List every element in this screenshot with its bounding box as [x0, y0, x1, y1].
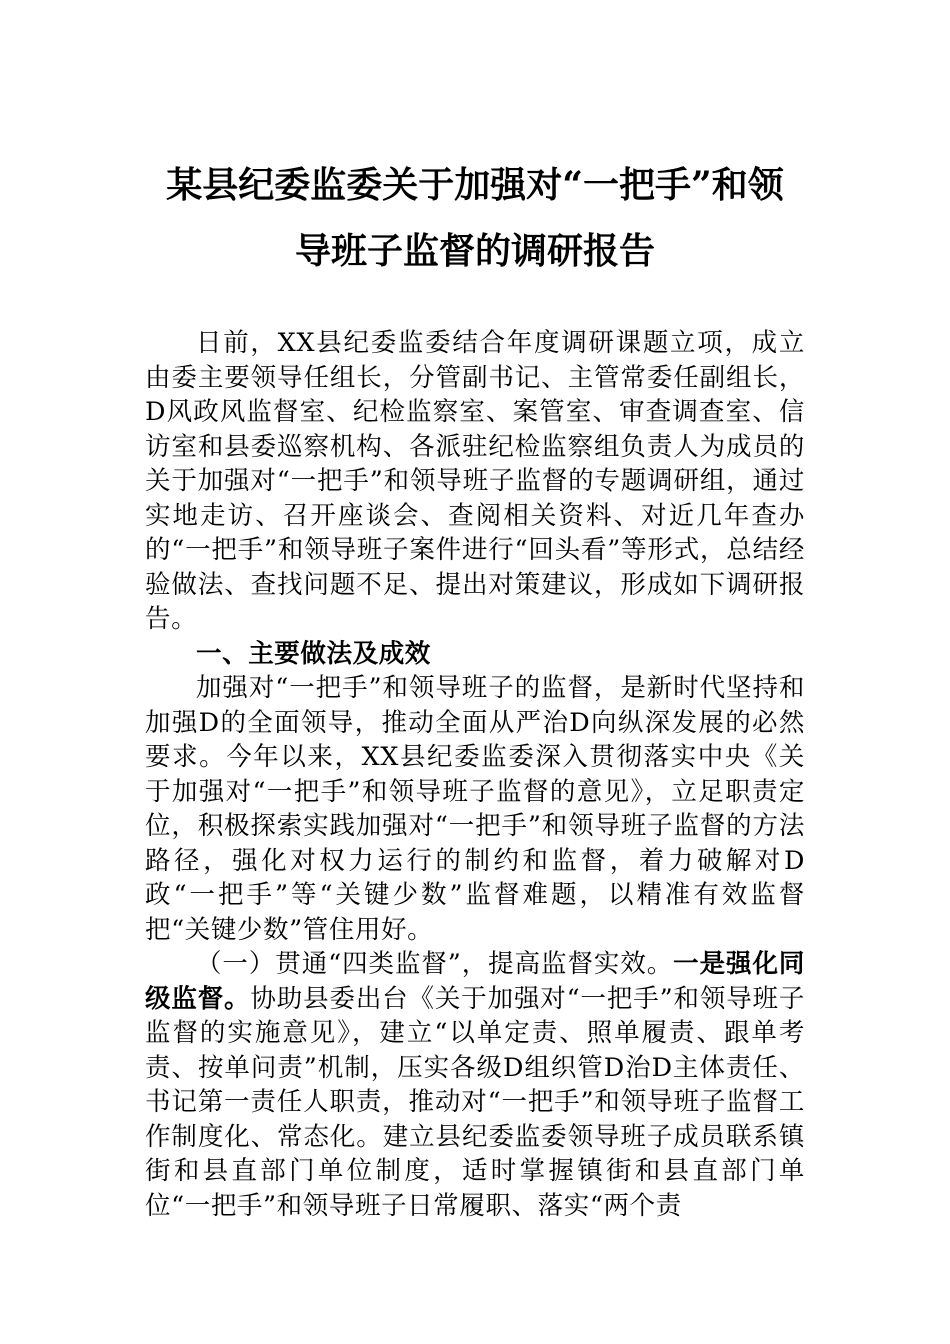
document-title-line-1: 某县纪委监委关于加强对“一把手”和领 — [166, 164, 784, 206]
intro-paragraph: 日前，XX县纪委监委结合年度调研课题立项，成立由委主要领导任组长，分管副书记、主管常委任副组长，D风政风监督室、纪检监察室、案管室、审查调查室、信访室和县委巡察机构、各派驻纪检监察组负责人为成员的关于加强对“一把手”和领导班子监督的专题调研组，通过实地走访、召开座谈会、查阅相关资料、对近几年查办的“一把手”和领导班子案件进行“回头看”等形式，总结经验做法、查找问题不足、提出对策建议，形成如下调研报告。 — [145, 328, 805, 634]
subsection-bold-lead: 一是强化同级监督。 — [145, 949, 805, 1014]
subsection-lead: （一）贯通“四类监督”，提高监督实效。 — [196, 949, 674, 979]
subsection-paragraph — [145, 947, 805, 1223]
body-paragraph: 加强对“一把手”和领导班子的监督，是新时代坚持和加强D的全面领导，推动全面从严治D向纵深发展的必然要求。今年以来，XX县纪委监委深入贯彻落实中央《关于加强对“一把手”和领导班子监督的意见》，立足职责定位，积极探索实践加强对“一把手”和领导班子监督的方法路径，强化对权力运行的制约和监督，着力破解对D政“一把手”等“关键少数”监督难题，以精准有效监督把“关键少数”管住用好。 — [145, 673, 805, 945]
section-heading: 一、主要做法及成效 — [196, 638, 431, 669]
subsection-text: 协助县委出台《关于加强对“一把手”和领导班子监督的实施意见》，建立“以单定责、照单履责、跟单考责、按单问责”机制，压实各级D组织管D治D主体责任、书记第一责任人职责，推动对“一把手”和领导班子监督工作制度化、常态化。建立县纪委监委领导班子成员联系镇街和县直部门单位制度，适时掌握镇街和县直部门单位“一把手”和领导班子日常履职、落实“两个责 — [145, 983, 805, 1221]
document-body — [145, 326, 805, 1223]
document-title-line-2: 导班子监督的调研报告 — [294, 230, 655, 272]
